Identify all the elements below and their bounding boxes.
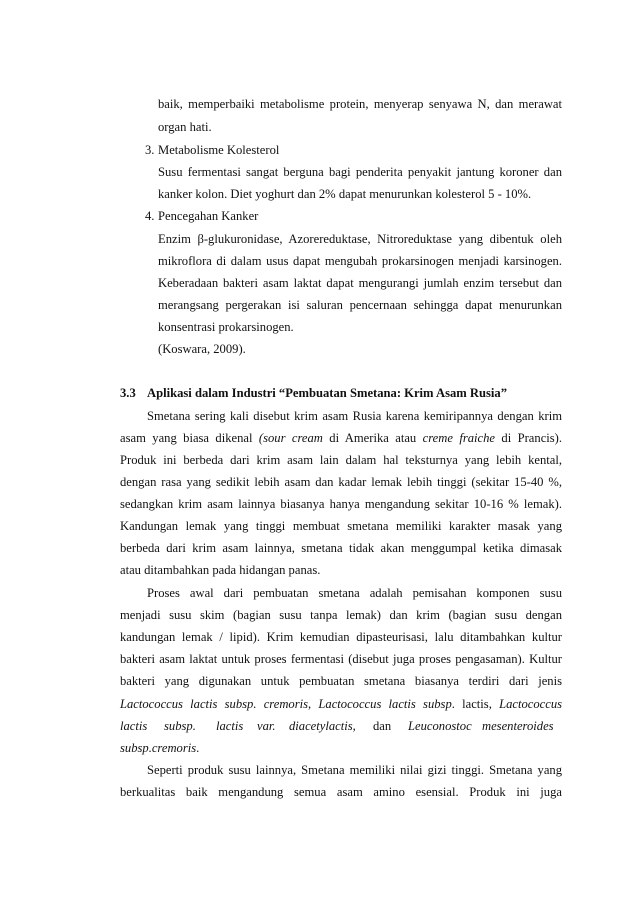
list-item-2-line-1: baik, memperbaiki metabolisme protein, menyerap senyawa N, dan merawat bbox=[158, 97, 562, 111]
list-item-4-number: 4. bbox=[145, 209, 155, 223]
list-item-4-line-5: konsentrasi prokarsinogen. bbox=[158, 320, 294, 334]
section-title: Aplikasi dalam Industri “Pembuatan Smetana: Krim Asam Rusia” bbox=[147, 386, 508, 400]
para2-line-1: Proses awal dari pembuatan smetana adalah pemisahan komponen susu bbox=[147, 586, 562, 600]
species-word-5: diacetylactis, bbox=[289, 719, 356, 733]
para1-line-5: sedangkan krim asam lainnya biasanya hanya mengandung sekitar 10-16 % lemak). bbox=[120, 497, 562, 511]
species-word-1: lactis bbox=[120, 719, 148, 733]
species-word-8: mesenteroides bbox=[482, 719, 554, 733]
para2-line-5: bakteri yang digunakan untuk pembuatan smetana biasanya terdiri dari jenis bbox=[120, 674, 562, 688]
species-word-4: var. bbox=[257, 719, 276, 733]
section-number: 3.3 bbox=[120, 386, 136, 400]
para3-line-2: berkualitas baik mengandung semua asam amino esensial. Produk ini juga bbox=[120, 785, 562, 799]
list-item-3-line-1: Susu fermentasi sangat berguna bagi penderita penyakit jantung koroner dan bbox=[158, 165, 562, 179]
para1-line-4: dengan rasa yang sedikit lebih asam dan kadar lemak lebih tinggi (sekitar 15-40 %, bbox=[120, 475, 562, 489]
list-item-3-number: 3. bbox=[145, 143, 155, 157]
citation: (Koswara, 2009). bbox=[158, 342, 246, 356]
species-word-2: subsp. bbox=[164, 719, 196, 733]
list-item-2-line-2: organ hati. bbox=[158, 120, 212, 134]
para2-line-4: bakteri asam laktat untuk proses fermentasi (disebut juga proses pengasaman). Kultur bbox=[120, 652, 562, 666]
para2-line-2: menjadi susu skim (bagian susu tanpa lemak) dan krim (bagian susu dengan bbox=[120, 608, 562, 622]
para2-line-6: Lactococcus lactis subsp. cremoris, Lactococcus lactis subsp. lactis, Lactococcus bbox=[120, 697, 563, 711]
para1-line-1: Smetana sering kali disebut krim asam Rusia karena kemiripannya dengan krim bbox=[147, 409, 562, 423]
para1-line-6: Kandungan lemak yang tinggi membuat smetana memiliki karakter masak yang bbox=[120, 519, 562, 533]
para2-line-3: kandungan lemak / lipid). Krim kemudian dipasteurisasi, lalu ditambahkan kultur bbox=[120, 630, 562, 644]
list-item-3-title: Metabolisme Kolesterol bbox=[158, 143, 280, 157]
species-word-7: Leuconostoc bbox=[408, 719, 472, 733]
list-item-4-line-3: Keberadaan bakteri asam laktat dapat mengurangi jumlah enzim tersebut dan bbox=[158, 276, 562, 290]
list-item-4-title: Pencegahan Kanker bbox=[158, 209, 259, 223]
list-item-4-line-2: mikroflora di dalam usus dapat mengubah prokarsinogen menjadi karsinogen. bbox=[158, 254, 562, 268]
list-item-4-line-4: merangsang pergerakan isi saluran pencernaan sehingga dapat menurunkan bbox=[158, 298, 562, 312]
list-item-3-line-2: kanker kolon. Diet yoghurt dan 2% dapat menurunkan kolesterol 5 - 10%. bbox=[158, 187, 532, 201]
para3-line-1: Seperti produk susu lainnya, Smetana memiliki nilai gizi tinggi. Smetana yang bbox=[147, 763, 562, 777]
para1-line-7: berbeda dari krim asam lainnya, smetana tidak akan menggumpal ketika dimasak bbox=[120, 541, 562, 555]
para1-line-8: atau ditambahkan pada hidangan panas. bbox=[120, 563, 321, 577]
list-item-4-line-1: Enzim β-glukuronidase, Azorereduktase, Nitroreduktase yang dibentuk oleh bbox=[158, 232, 562, 246]
species-word-3: lactis bbox=[216, 719, 244, 733]
species-word-6: dan bbox=[373, 719, 392, 733]
para1-line-3: Produk ini berbeda dari krim asam lain dalam hal teksturnya yang lebih kental, bbox=[120, 453, 562, 467]
para1-line-2: asam yang biasa dikenal (sour cream di Amerika atau creme fraiche di Prancis). bbox=[120, 431, 563, 445]
para2-line-8: subsp.cremoris. bbox=[120, 741, 200, 755]
